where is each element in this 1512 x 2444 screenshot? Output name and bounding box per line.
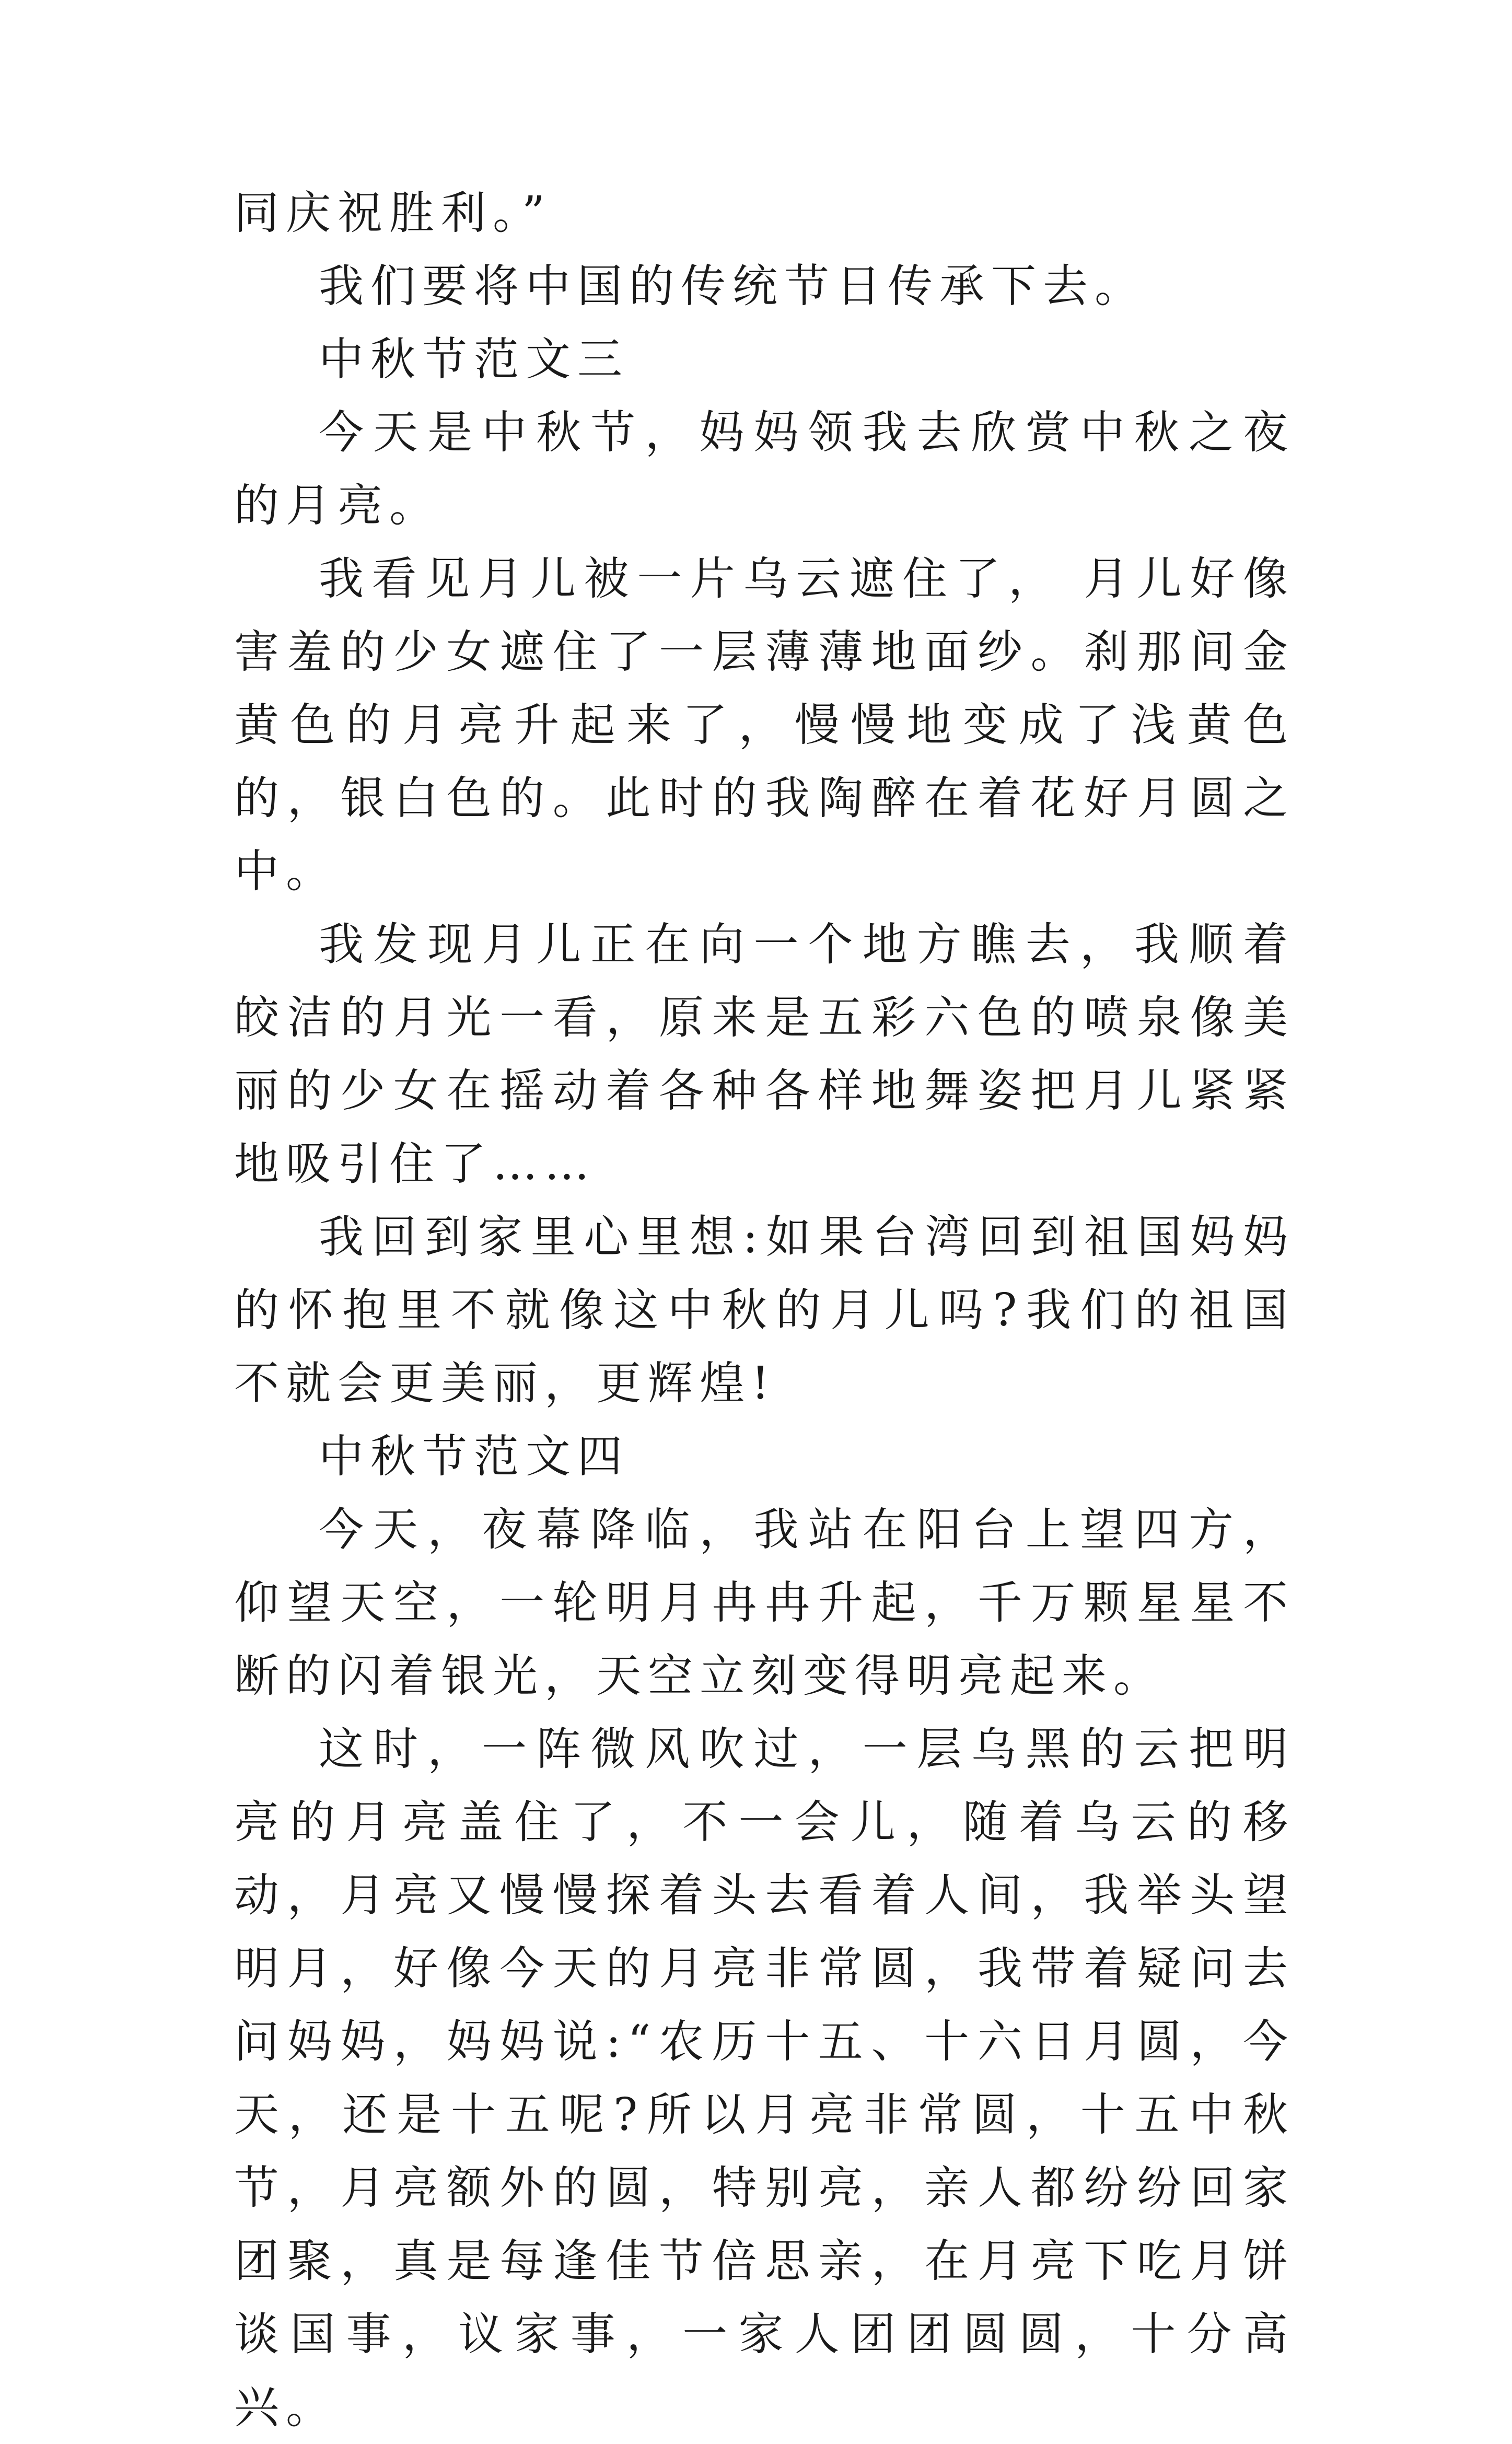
paragraph-continuation: 同庆祝胜利。”	[234, 187, 552, 239]
paragraph-breeze: 这时，一阵微风吹过，一层乌黑的云把明亮的月亮盖住了，不一会儿，随着乌云的移动，月亮又慢慢探着头去看着人间，我举头望明月，好像今天的月亮非常圆，我带着疑问去问妈妈，妈妈说:“农历十五、十六日月圆，今天，还是十五呢?所以月亮非常圆，十五中秋节，月亮额外的圆，特别亮，亲人都纷纷回家团聚，真是每逢佳节倍思亲，在月亮下吃月饼谈国事，议家事，一家人团团圆圆，十分高兴。	[234, 1723, 1295, 2434]
paragraph-night-sky: 今天，夜幕降临，我站在阳台上望四方，仰望天空，一轮明月冉冉升起，千万颗星星不断的闪着银光，天空立刻变得明亮起来。	[234, 1504, 1295, 1702]
paragraph-mid-autumn-intro: 今天是中秋节，妈妈领我去欣赏中秋之夜的月亮。	[234, 406, 1295, 532]
paragraph-moon-cloud: 我看见月儿被一片乌云遮住了， 月儿好像害羞的少女遮住了一层薄薄地面纱。刹那间金黄色的月亮升起来了，慢慢地变成了浅黄色的，银白色的。此时的我陶醉在着花好月圆之中。	[234, 553, 1295, 898]
paragraph-taiwan: 我回到家里心里想:如果台湾回到祖国妈妈的怀抱里不就像这中秋的月儿吗?我们的祖国不就会更美丽，更辉煌!	[234, 1211, 1295, 1410]
document-page	[234, 177, 1295, 2444]
section-heading-3: 中秋节范文三	[319, 333, 629, 386]
section-heading-4: 中秋节范文四	[319, 1430, 629, 1483]
paragraph-fountain: 我发现月儿正在向一个地方瞧去，我顺着皎洁的月光一看，原来是五彩六色的喷泉像美丽的少女在摇动着各种各样地舞姿把月儿紧紧地吸引住了……	[234, 918, 1295, 1190]
paragraph-tradition: 我们要将中国的传统节日传承下去。	[319, 260, 1146, 312]
